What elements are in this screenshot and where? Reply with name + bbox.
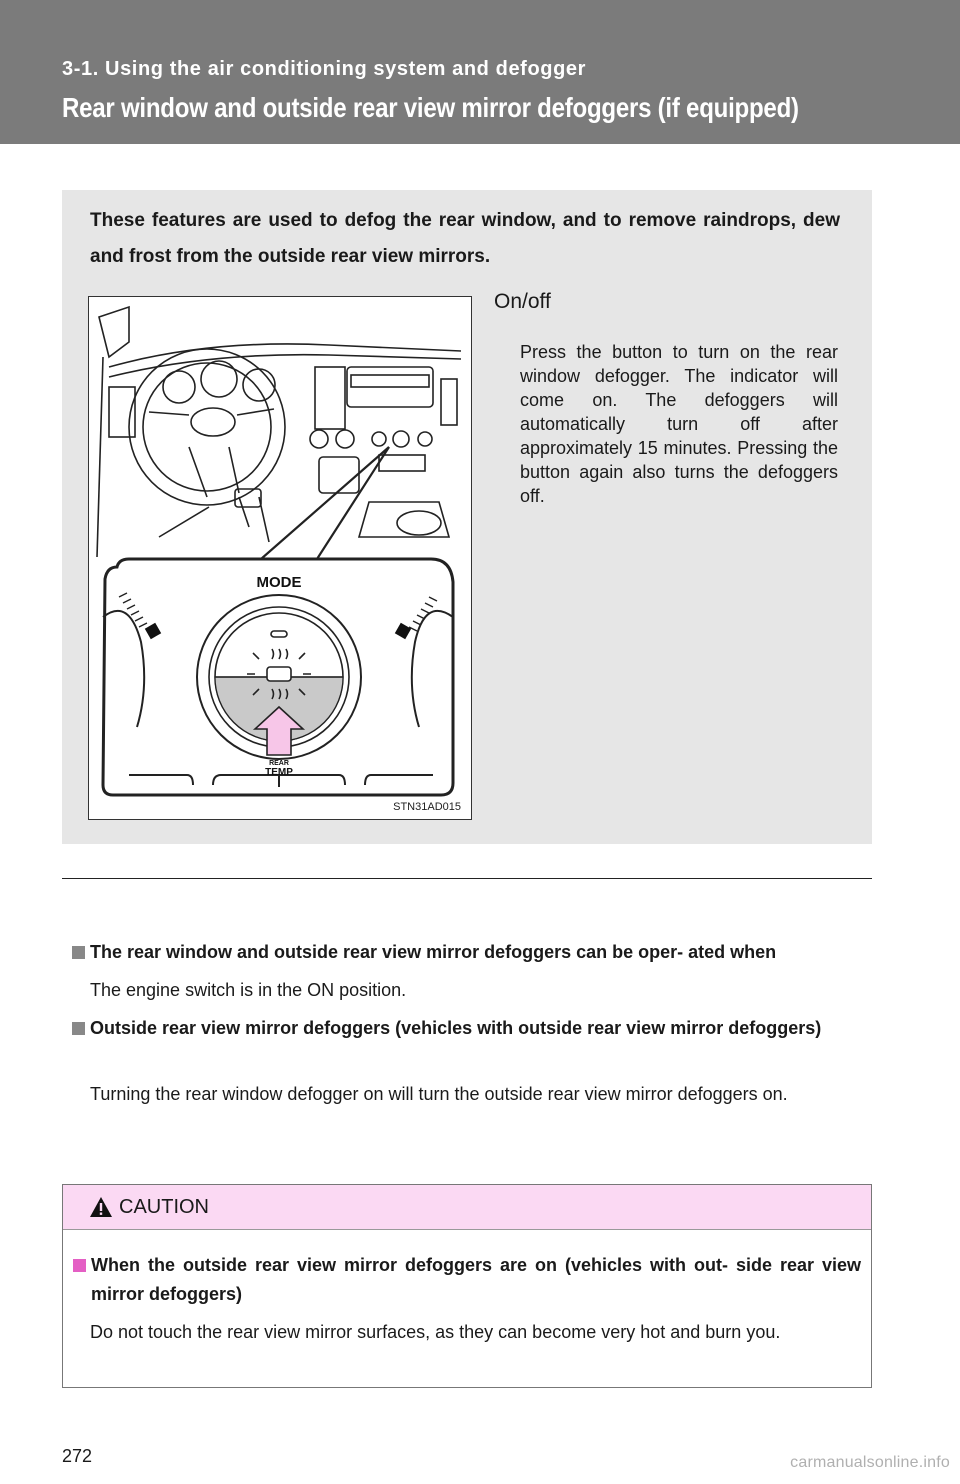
temp-label: TEMP: [265, 767, 293, 778]
caution-box: [62, 1184, 872, 1388]
page-header: [0, 0, 960, 144]
figure-code: STN31AD015: [393, 801, 461, 813]
bullet-square-icon: [72, 1022, 85, 1035]
page-number: 272: [62, 1446, 93, 1466]
watermark: carmanualsonline.info: [790, 1454, 950, 1471]
caution-title: [73, 1251, 861, 1309]
note-title: [72, 1014, 860, 1043]
note-body: Turning the rear window defogger on will turn the outside rear view mirror defoggers on.: [90, 1084, 788, 1104]
note-title-text: Outside rear view mirror defoggers (vehicles with outside rear view mirror defoggers): [90, 1018, 822, 1038]
page-title: Rear window and outside rear view mirror defoggers (if equipped): [62, 92, 799, 123]
bullet-square-icon: [73, 1259, 86, 1272]
caution-title-text: When the outside rear view mirror defoggers are on (vehicles with out- side rear view mirror defoggers): [91, 1255, 861, 1304]
intro-text: These features are used to defog the rear window, and to remove raindrops, dew and frost from the outside rear view mirrors.: [90, 210, 840, 267]
bullet-square-icon: [72, 946, 85, 959]
note-title-text: The rear window and outside rear view mirror defoggers can be oper- ated when: [90, 942, 777, 962]
onoff-title: On/off: [494, 290, 551, 313]
caution-label: CAUTION: [119, 1196, 209, 1218]
dashboard-illustration: [88, 296, 472, 820]
note-title: [72, 938, 860, 967]
onoff-description: Press the button to turn on the rear window defogger. The indicator will come on. The defoggers will automatically turn off after approximately 15 minutes. Pressing the button again also turns the defoggers off.: [520, 342, 838, 506]
caution-header: [63, 1185, 871, 1230]
warning-triangle-icon: [89, 1196, 113, 1218]
section-divider: [62, 878, 872, 879]
dashboard-drawing: [89, 297, 471, 819]
section-label: 3-1. Using the air conditioning system and defogger: [62, 58, 586, 80]
rear-label: REAR: [269, 760, 289, 767]
mode-label: MODE: [256, 574, 302, 591]
caution-body: Do not touch the rear view mirror surfaces, as they can become very hot and burn you.: [90, 1322, 781, 1342]
note-body: The engine switch is in the ON position.: [90, 980, 407, 1000]
